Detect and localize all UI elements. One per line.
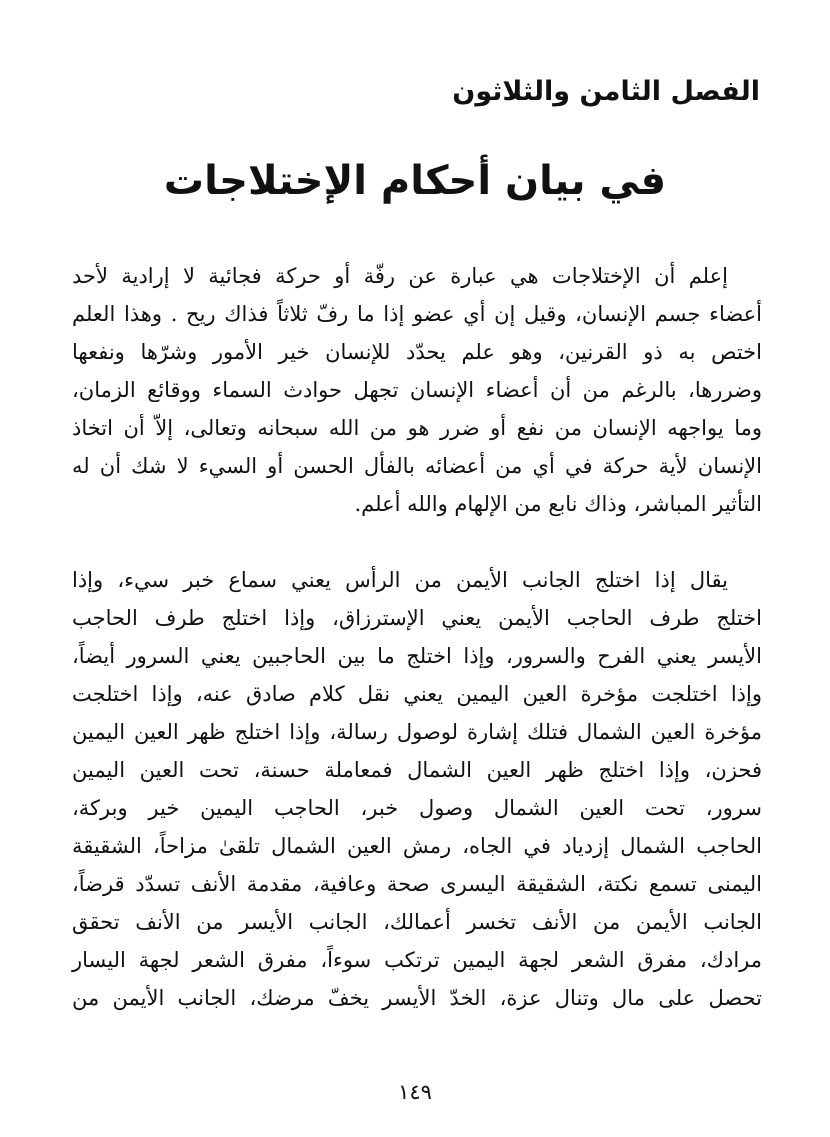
chapter-heading: الفصل الثامن والثلاثون	[452, 76, 760, 107]
text-line: يقال إذا اختلج الجانب الأيمن من الرأس يعني سماع خبر سيء، وإذا	[72, 568, 728, 592]
text-line: التأثير المباشر، وذاك نابع من الإلهام والله أعلم.	[354, 492, 762, 516]
text-line: الحاجب الشمال إزدياد في الجاه، رمش العين الشمال تلقىٰ مزاحاً، الشقيقة	[72, 834, 762, 858]
text-line: اليمنى تسمع نكتة، الشقيقة اليسرى صحة وعافية، مقدمة الأنف تسدّد قرضاً،	[72, 872, 762, 896]
text-line: اختلج طرف الحاجب الأيمن يعني الإسترزاق، وإذا اختلج طرف الحاجب	[72, 606, 762, 630]
text-line: أعضاء جسم الإنسان، وقيل إن أي عضو إذا ما رفّ ثلاثاً فذاك ريح . وهذا العلم	[72, 302, 762, 326]
text-line: الإنسان لأية حركة في أي من أعضائه بالفأل الحسن أو السيء لا شك أن له	[72, 454, 762, 478]
text-line: اختص به ذو القرنين، وهو علم يحدّد للإنسان خير الأمور وشرّها ونفعها	[72, 340, 762, 364]
text-line: وإذا اختلجت مؤخرة العين اليمين يعني نقل كلام صادق عنه، وإذا اختلجت	[72, 682, 762, 706]
text-line: مؤخرة العين الشمال فتلك إشارة لوصول رسالة، وإذا اختلج ظهر العين اليمين	[72, 720, 762, 744]
paragraph-2	[72, 561, 762, 1017]
text-line: وما يواجهه الإنسان من نفع أو ضرر هو من الله سبحانه وتعالى، إلاّ أن اتخاذ	[72, 416, 762, 440]
text-line: الأيسر يعني الفرح والسرور، وإذا اختلج ما بين الحاجبين يعني السرور أيضاً،	[72, 644, 762, 668]
text-line: تحصل على مال وتنال عزة، الخدّ الأيسر يخفّ مرضك، الجانب الأيمن من	[72, 986, 762, 1010]
text-line: إعلم أن الإختلاجات هي عبارة عن رفّة أو حركة فجائية لا إرادية لأحد	[72, 264, 728, 288]
text-line: سرور، تحت العين الشمال وصول خبر، الحاجب اليمين خير وبركة،	[72, 796, 762, 820]
paragraph-1	[72, 257, 762, 523]
text-line: فحزن، وإذا اختلج ظهر العين الشمال فمعاملة حسنة، تحت العين اليمين	[72, 758, 762, 782]
page-number: ١٤٩	[398, 1080, 432, 1104]
text-line: الجانب الأيمن من الأنف تخسر أعمالك، الجانب الأيسر من الأنف تحقق	[72, 910, 762, 934]
text-line: مرادك، مفرق الشعر لجهة اليمين ترتكب سوءاً، مفرق الشعر لجهة اليسار	[72, 948, 762, 972]
section-title: في بيان أحكام الإختلاجات	[163, 158, 667, 204]
text-line: وضررها، بالرغم من أن أعضاء الإنسان تجهل حوادث السماء ووقائع الزمان،	[72, 378, 762, 402]
